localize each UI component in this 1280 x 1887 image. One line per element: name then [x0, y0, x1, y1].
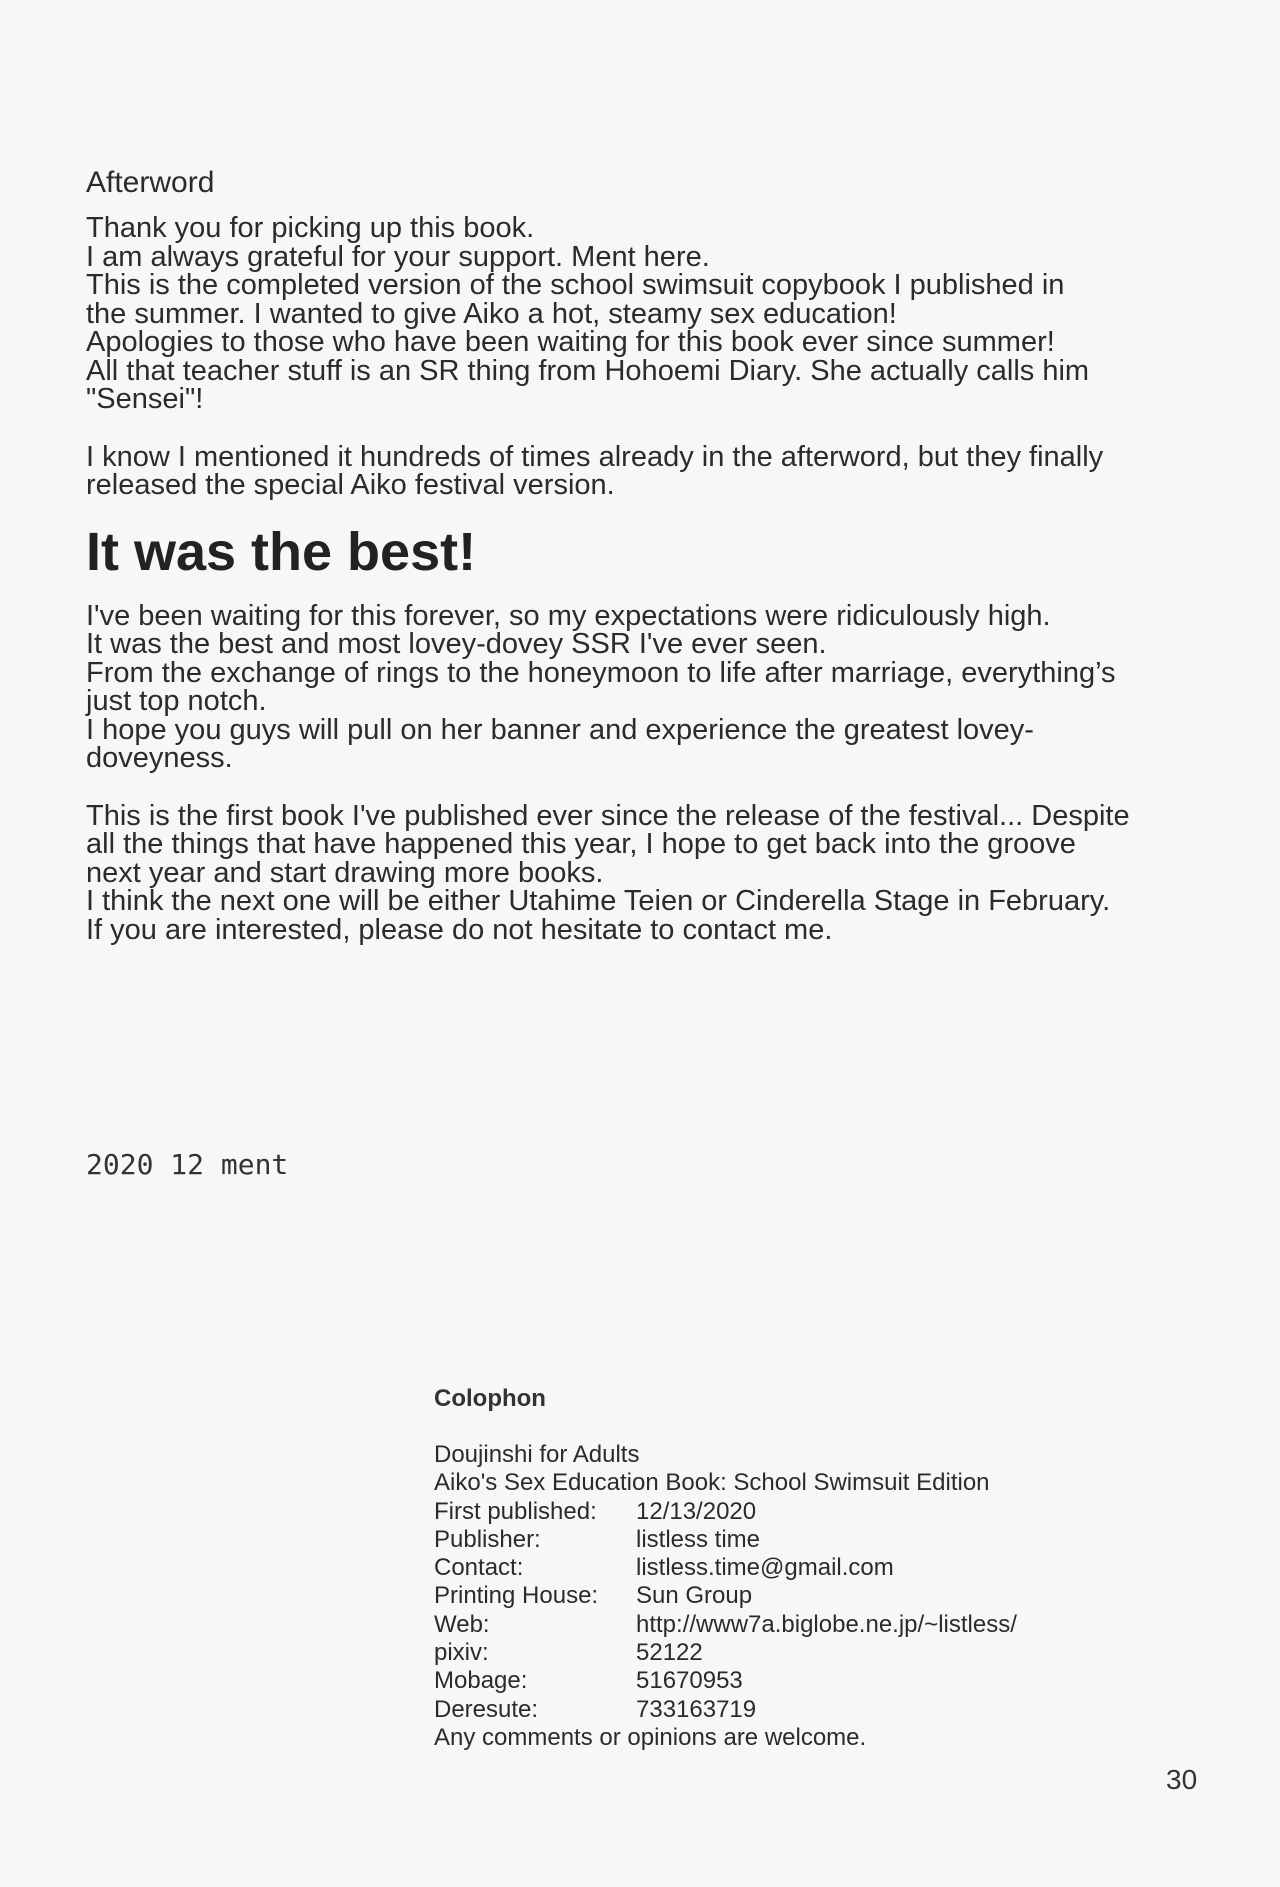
- text-line: This is the first book I've published ever since the release of the festival... Despite: [86, 799, 1130, 832]
- text-line: It was the best and most lovey-dovey SSR I've ever seen.: [86, 628, 827, 660]
- afterword-paragraph-3: [86, 599, 1196, 774]
- afterword-section: [86, 164, 1196, 944]
- text-line: All that teacher stuff is an SR thing from Hohoemi Diary. She actually calls him: [86, 354, 1090, 387]
- colophon-value: 12/13/2020: [636, 1497, 757, 1525]
- colophon-row: [434, 1611, 1154, 1639]
- colophon-value: 733163719: [636, 1695, 757, 1723]
- text-line: I hope you guys will pull on her banner and experience the greatest lovey-: [86, 713, 1034, 746]
- colophon-row: [434, 1696, 1154, 1724]
- colophon-row: [434, 1582, 1154, 1610]
- colophon-value: http://www7a.biglobe.ne.jp/~listless/: [636, 1610, 1017, 1638]
- colophon-key: pixiv:: [434, 1639, 489, 1667]
- text-line: doveyness.: [86, 742, 233, 774]
- colophon-title: Colophon: [434, 1385, 546, 1412]
- colophon-value: listless.time@gmail.com: [636, 1554, 894, 1582]
- colophon-row: [434, 1639, 1154, 1667]
- signoff-date: 2020 12 ment: [86, 1148, 289, 1181]
- text-line: From the exchange of rings to the honeymoon to life after marriage, everything’s: [86, 656, 1116, 689]
- colophon-key: Mobage:: [434, 1667, 528, 1695]
- text-line: next year and start drawing more books.: [86, 856, 604, 889]
- text-line: all the things that have happened this year, I hope to get back into the groove: [86, 828, 1076, 860]
- text-line: I think the next one will be either Utahime Teien or Cinderella Stage in February.: [86, 885, 1111, 917]
- colophon-line: Aiko's Sex Education Book: School Swimsuit Edition: [434, 1469, 990, 1497]
- colophon-value: listless time: [636, 1525, 761, 1553]
- text-line: I am always grateful for your support. Ment here.: [86, 240, 710, 273]
- afterword-paragraph-2: [86, 440, 1196, 501]
- colophon-line: Doujinshi for Adults: [434, 1441, 640, 1468]
- text-line: I've been waiting for this forever, so my expectations were ridiculously high.: [86, 599, 1051, 632]
- colophon-value: 51670953: [636, 1667, 743, 1695]
- text-line: the summer. I wanted to give Aiko a hot, steamy sex education!: [86, 297, 897, 330]
- colophon-row: [434, 1554, 1154, 1582]
- page-number: 30: [1166, 1764, 1198, 1795]
- colophon-value: Sun Group: [636, 1582, 753, 1610]
- colophon-key: Web:: [434, 1610, 490, 1638]
- afterword-heading: Afterword: [86, 166, 215, 199]
- text-line: Thank you for picking up this book.: [86, 212, 535, 244]
- colophon-row: [434, 1526, 1154, 1554]
- text-line: released the special Aiko festival version.: [86, 469, 615, 501]
- text-line: I know I mentioned it hundreds of times already in the afterword, but they finally: [86, 440, 1104, 473]
- colophon-key: First published:: [434, 1497, 597, 1525]
- colophon-value: 52122: [636, 1639, 703, 1667]
- colophon-footer: Any comments or opinions are welcome.: [434, 1723, 867, 1751]
- text-line: This is the completed version of the school swimsuit copybook I published in: [86, 269, 1065, 301]
- emphasis-heading: It was the best!: [86, 521, 477, 582]
- text-line: If you are interested, please do not hesitate to contact me.: [86, 913, 833, 946]
- colophon-key: Deresute:: [434, 1695, 539, 1723]
- text-line: just top notch.: [86, 685, 267, 717]
- colophon-row: [434, 1498, 1154, 1526]
- afterword-paragraph-4: [86, 799, 1196, 946]
- colophon-key: Publisher:: [434, 1525, 541, 1553]
- colophon-row: [434, 1667, 1154, 1695]
- text-line: Apologies to those who have been waiting for this book ever since summer!: [86, 326, 1055, 358]
- text-line: "Sensei"!: [86, 383, 204, 415]
- colophon-key: Contact:: [434, 1554, 524, 1582]
- colophon-section: [434, 1385, 1154, 1752]
- colophon-key: Printing House:: [434, 1582, 599, 1610]
- afterword-paragraph-1: [86, 214, 1196, 414]
